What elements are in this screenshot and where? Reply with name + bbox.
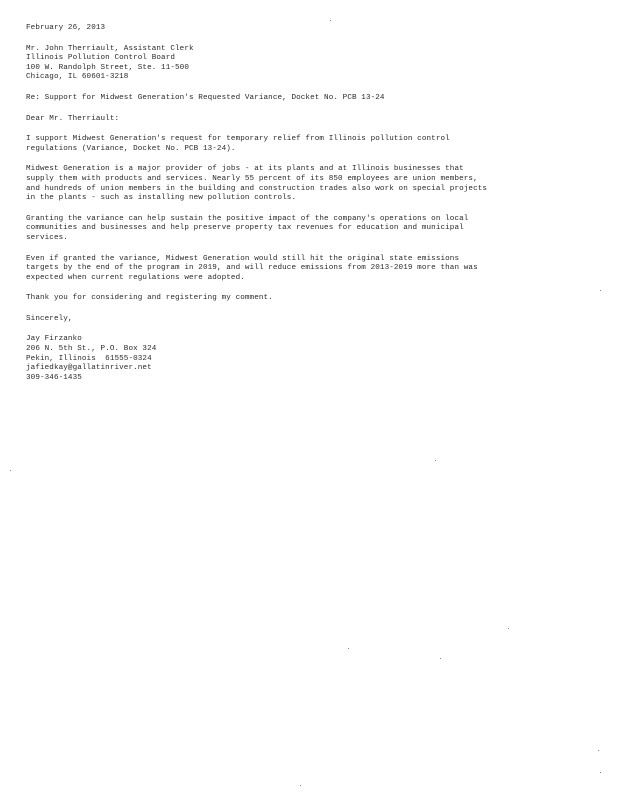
- scan-speck: [330, 20, 331, 21]
- paragraph-line: I support Midwest Generation's request for temporary relief from Illinois pollution control: [26, 135, 450, 144]
- recipient-address: [26, 45, 586, 83]
- paragraph-line: regulations (Variance, Docket No. PCB 13-24).: [26, 144, 236, 153]
- paragraph-emissions: [26, 255, 586, 284]
- paragraph-line: in the plants - such as installing new pollution controls.: [26, 194, 297, 203]
- paragraph-line: Thank you for considering and registering my comment.: [26, 294, 273, 303]
- scan-speck: [440, 658, 441, 659]
- paragraph-line: services.: [26, 233, 68, 242]
- letter-body: [26, 24, 586, 383]
- paragraph-line: and hundreds of union members in the building and construction trades also work on special projects: [26, 184, 488, 193]
- scan-speck: [508, 628, 509, 629]
- subject-line: Re: Support for Midwest Generation's Requested Variance, Docket No. PCB 13-24: [26, 93, 385, 102]
- scan-speck: [600, 772, 601, 773]
- paragraph-communities: [26, 215, 586, 244]
- paragraph-line: communities and businesses and help preserve property tax revenues for education and municipal: [26, 224, 464, 233]
- recipient-street: 100 W. Randolph Street, Ste. 11-500: [26, 63, 189, 72]
- salutation: Dear Mr. Therriault:: [26, 114, 120, 123]
- scan-speck: [300, 785, 301, 786]
- scan-speck: [600, 290, 601, 291]
- letter-date: February 26, 2013: [26, 24, 106, 32]
- paragraph-line: expected when current regulations were adopted.: [26, 273, 245, 282]
- recipient-name: Mr. John Therriault, Assistant Clerk: [26, 44, 194, 53]
- recipient-organization: Illinois Pollution Control Board: [26, 54, 176, 63]
- paragraph-jobs: [26, 165, 586, 203]
- signer-email: jafiedkay@gallatinriver.net: [26, 364, 152, 373]
- signer-phone: 309-346-1435: [26, 373, 82, 382]
- paragraph-line: Even if granted the variance, Midwest Generation would still hit the original state emissions: [26, 254, 460, 263]
- scan-speck: [598, 750, 599, 751]
- paragraph-line: Granting the variance can help sustain the positive impact of the company's operations on local: [26, 214, 469, 223]
- paragraph-thanks: [26, 294, 586, 304]
- signature-block: [26, 335, 586, 383]
- signer-street: 206 N. 5th St., P.O. Box 324: [26, 345, 157, 354]
- paragraph-support: [26, 135, 586, 154]
- signer-city: Pekin, Illinois 61555-0324: [26, 354, 152, 363]
- scan-speck: [10, 470, 11, 471]
- recipient-city: Chicago, IL 60601-3218: [26, 73, 129, 82]
- scan-speck: [435, 460, 436, 461]
- paragraph-line: supply them with products and services. Nearly 55 percent of its 850 employees are union members,: [26, 174, 478, 183]
- paragraph-line: Midwest Generation is a major provider of jobs - at its plants and at Illinois businesses that: [26, 165, 464, 174]
- scan-speck: [348, 648, 349, 649]
- closing: Sincerely,: [26, 314, 73, 323]
- paragraph-line: targets by the end of the program in 2019, and will reduce emissions from 2013-2019 more than was: [26, 264, 478, 273]
- signer-name: Jay Firzanko: [26, 335, 82, 344]
